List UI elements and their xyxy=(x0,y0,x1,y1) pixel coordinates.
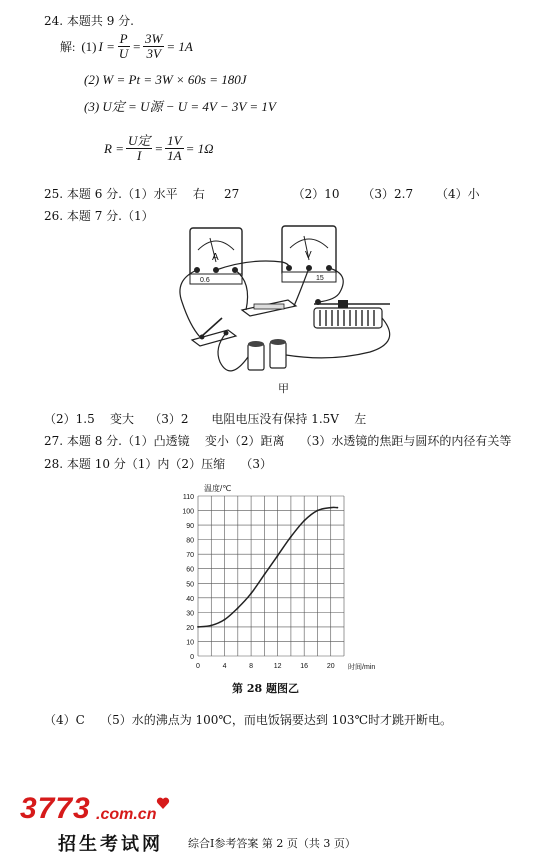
battery-left xyxy=(248,341,264,370)
voltmeter-scale: 15 xyxy=(316,275,324,282)
logo-domain: .com.cn xyxy=(96,806,157,823)
temperature-chart xyxy=(170,478,380,676)
chart-point xyxy=(336,507,338,509)
chart-xlabel: 时间/min xyxy=(348,664,376,671)
q24-l4-res: = 1Ω xyxy=(185,140,214,156)
q26-header: 26. 本题 7 分.（1） xyxy=(44,209,154,223)
site-logo xyxy=(18,792,183,856)
q24-l1-res: = 1A xyxy=(166,38,193,54)
q25-answer: 25. 本题 6 分.（1）水平 右 27 （2）10 （3）2.7 （4）小 xyxy=(44,187,480,201)
q28-header: 28. 本题 10 分（1）内（2）压缩 （3） xyxy=(44,457,272,471)
q24-line3: (3) U定 = U源 − U = 4V − 3V = 1V xyxy=(84,99,276,114)
switch xyxy=(192,318,236,346)
x-tick-label: 20 xyxy=(326,663,335,670)
chart-point xyxy=(263,574,265,576)
ammeter-scale: 0.6 xyxy=(200,277,210,284)
page-footer: 综合Ⅰ参考答案 第 2 页（共 3 页） xyxy=(188,837,356,850)
y-tick-label: 50 xyxy=(186,581,194,589)
q24-l1-num: (1) xyxy=(81,38,97,54)
q27-answer: 27. 本题 8 分.（1）凸透镜 变小（2）距离 （3）水透镜的焦距与圆环的内径有关等 xyxy=(44,434,512,448)
ammeter-label: A xyxy=(212,252,219,263)
q28-answer: （4）C （5）水的沸点为 100℃，而电饭锅要达到 103℃时才跳开断电。 xyxy=(44,713,452,727)
q26-answer: （2）1.5 变大 （3）2 电阻电压没有保持 1.5V 左 xyxy=(44,412,367,426)
chart-point xyxy=(197,626,199,628)
q24-l4-frac2: $\frac{1V}{1A}$ xyxy=(167,133,182,163)
y-tick-label: 90 xyxy=(186,523,194,531)
y-tick-label: 100 xyxy=(182,508,194,516)
q24-l4-lhs: R = xyxy=(104,140,124,156)
chart-point xyxy=(224,619,226,621)
y-tick-label: 70 xyxy=(186,552,194,560)
voltmeter-label: V xyxy=(305,250,312,261)
q24-line2: (2) W = Pt = 3W × 60s = 180J xyxy=(84,72,247,87)
q24-l1-eq: = xyxy=(132,38,142,54)
q24-solve: 解: xyxy=(60,40,76,54)
x-tick-label: 12 xyxy=(273,663,282,670)
q24-l1-frac2: $\frac{3W}{3V}$ xyxy=(145,31,163,61)
figure-label: 甲 xyxy=(278,383,289,395)
y-tick-label: 30 xyxy=(186,610,194,618)
circuit-diagram xyxy=(170,222,410,397)
q24-l4-frac1: $\frac{\text{U定}}{I}$ xyxy=(127,133,151,163)
chart-ylabel: 温度/℃ xyxy=(204,484,232,493)
chart-point xyxy=(330,507,332,509)
rheostat xyxy=(314,299,390,328)
resistor xyxy=(242,300,296,316)
y-tick-label: 10 xyxy=(186,639,194,647)
heart-icon xyxy=(156,796,170,810)
q24-header: 24. 本题共 9 分. xyxy=(44,14,134,28)
y-tick-label: 60 xyxy=(186,566,194,574)
chart-grid xyxy=(198,496,344,656)
q24-l1-lhs: I = xyxy=(98,38,115,54)
chart-point xyxy=(237,607,239,609)
x-tick-label: 4 xyxy=(222,663,227,670)
chart-point xyxy=(317,510,319,512)
logo-slogan: 招生考试网 xyxy=(58,834,163,855)
y-tick-label: 110 xyxy=(182,494,194,501)
chart-point xyxy=(303,520,305,522)
q24-line1 xyxy=(60,32,193,61)
y-tick-label: 20 xyxy=(186,624,194,632)
q24-line4 xyxy=(104,134,214,163)
chart-point xyxy=(290,536,292,538)
y-tick-label: 0 xyxy=(190,654,194,661)
x-tick-label: 0 xyxy=(196,663,200,670)
battery-right xyxy=(270,339,286,368)
y-tick-label: 40 xyxy=(186,595,194,603)
logo-number: 3773 xyxy=(20,792,91,825)
q28-figure-caption: 第 28 题图乙 xyxy=(232,682,299,695)
q24-l4-eq: = xyxy=(154,140,164,156)
chart-point xyxy=(250,593,252,595)
x-tick-label: 8 xyxy=(249,663,254,670)
ammeter xyxy=(190,228,242,284)
chart-point xyxy=(277,555,279,557)
q24-l1-frac1: $\frac{P}{U}$ xyxy=(118,31,129,61)
voltmeter xyxy=(282,226,336,282)
x-tick-label: 16 xyxy=(300,663,309,670)
chart-point xyxy=(210,625,212,627)
y-tick-label: 80 xyxy=(186,537,194,545)
